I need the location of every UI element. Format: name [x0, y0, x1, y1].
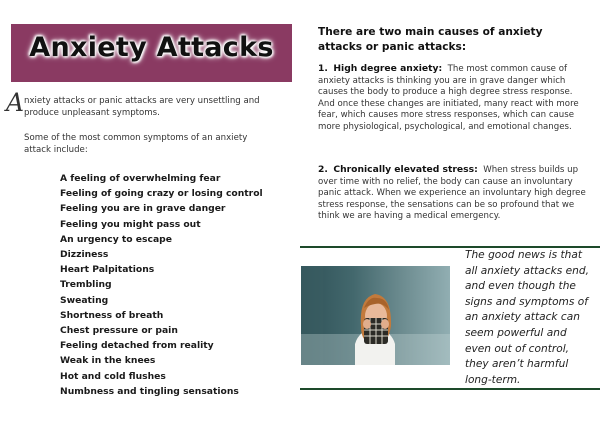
cause-2 — [318, 164, 588, 223]
symptoms-lead: Some of the most common symptoms of an anxiety attack include: — [24, 133, 248, 155]
cause-2-title: Chronically elevated stress: — [333, 164, 478, 175]
divider-bottom — [300, 388, 600, 390]
drop-cap: A — [6, 88, 25, 117]
symptom-item: Heart Palpitations — [60, 264, 155, 276]
page-title: Anxiety Attacks — [29, 32, 274, 63]
symptom-item: Chest pressure or pain — [60, 325, 178, 337]
symptom-item: A feeling of overwhelming fear — [60, 173, 221, 184]
symptom-item: Weak in the knees — [60, 355, 156, 367]
cause-1-text: The most common cause of anxiety attacks is thinking you are in grave danger which causes the body to produce a high degree stress response. And once these changes are initiated, many react with more fear, which causes more stress responses, which can cause more physiological, psychological, and emotional changes. — [318, 64, 579, 132]
symptom-item: Feeling of going crazy or losing control — [60, 188, 263, 200]
woman-photo — [301, 266, 450, 365]
symptom-item: Numbness and tingling sensations — [60, 385, 239, 397]
symptom-item: Hot and cold flushes — [60, 370, 166, 382]
woman-illustration — [301, 266, 450, 365]
cause-1-title: High degree anxiety: — [333, 63, 443, 74]
symptom-item: Trembling — [60, 279, 112, 291]
good-news-quote: The good news is that all anxiety attacks end, and even though the signs and symptoms of an anxiety attack can seem powerful and even out of control, they aren’t harmful long-term. — [465, 249, 589, 386]
cause-2-text: When stress builds up over time with no relief, the body can cause an involuntary panic attack. When we experience an involuntary high degree stress response, the sensations can be so profound that we think we are having a medical emergency. — [318, 165, 586, 221]
cause-1 — [318, 63, 588, 133]
cause-2-number: 2. — [318, 164, 328, 175]
title-banner — [11, 24, 292, 82]
symptom-item: Shortness of breath — [60, 309, 164, 321]
symptom-item: Feeling you might pass out — [60, 218, 201, 230]
symptom-item: Feeling detached from reality — [60, 340, 214, 352]
symptom-item: Dizziness — [60, 249, 109, 261]
causes-heading: There are two main causes of anxiety attacks or panic attacks: — [318, 26, 543, 53]
symptom-item: Sweating — [60, 294, 109, 306]
symptom-item: An urgency to escape — [60, 233, 172, 245]
cause-1-number: 1. — [318, 63, 328, 74]
symptoms-list — [60, 171, 263, 399]
symptom-item: Feeling you are in grave danger — [60, 203, 226, 215]
intro-paragraph: nxiety attacks or panic attacks are very unsettling and produce unpleasant symptoms. — [24, 96, 260, 118]
